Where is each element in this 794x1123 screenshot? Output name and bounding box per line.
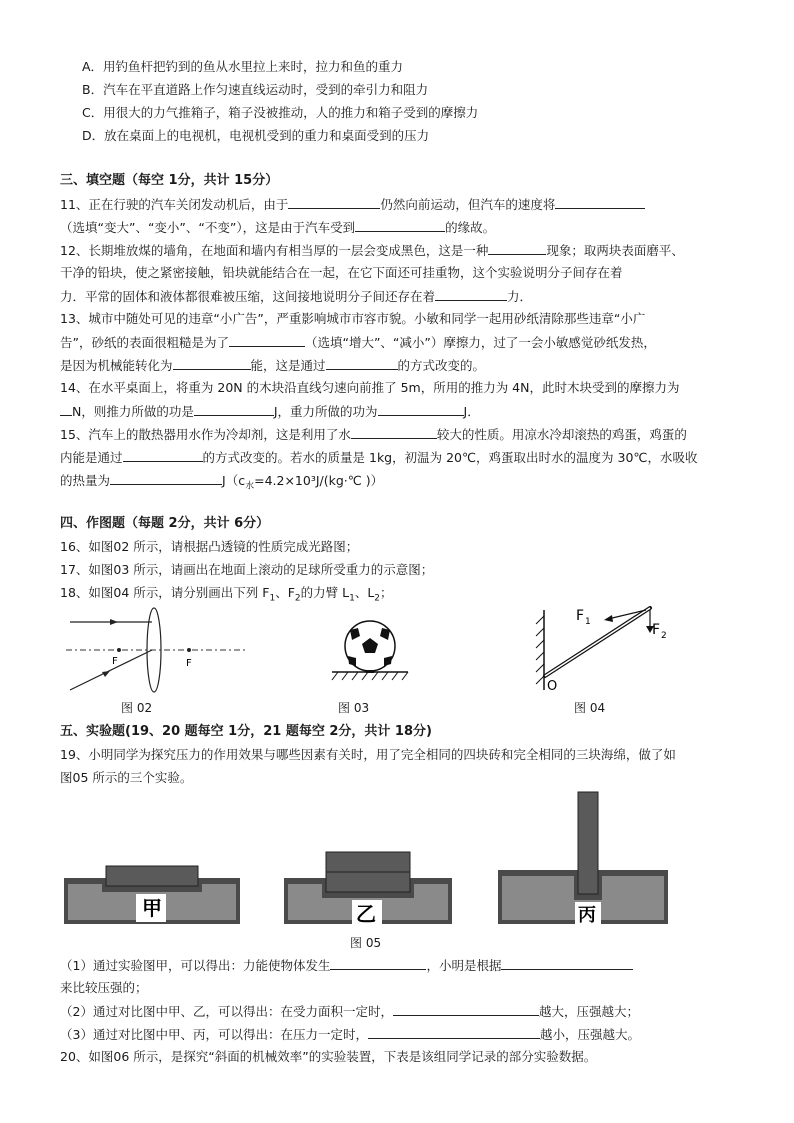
label-bing: 丙 <box>578 905 596 926</box>
q18-part-e: ； <box>380 585 393 600</box>
q15-text-6: J（c <box>222 473 246 488</box>
f1-label: F <box>576 608 585 624</box>
q19-blank-3[interactable] <box>393 1003 539 1016</box>
q17-text: 17、如图03 所示，请画出在地面上滚动的足球所受重力的示意图； <box>60 562 434 577</box>
focus-label-right: F <box>186 658 192 669</box>
q11-line1 <box>60 196 645 213</box>
q15-sub-water: 水 <box>245 481 255 492</box>
incident-ray-focus <box>70 650 152 690</box>
q19-p1-text-2: ，小明是根据 <box>426 958 502 973</box>
focus-label-left: F <box>112 656 118 667</box>
wall-hatching <box>536 616 544 684</box>
q18-sub-f1: 1 <box>269 593 276 604</box>
q11-text-3: （选填“变大”、“变小”、“不变”），这是由于汽车受到 <box>60 220 356 235</box>
q20-text: 20、如图06 所示，是探究“斜面的机械效率”的实验装置，下表是该组同学记录的部分实验数据。 <box>60 1049 597 1064</box>
section5-title: 五、实验题(19、20 题每空 1分，21 题每空 2分，共计 18分) <box>60 724 432 739</box>
q12-text-3: 力．平常的固体和液体都很难被压缩，这间接地说明分子间还存在着 <box>60 289 436 304</box>
q14-text-1: N，则推力所做的功是 <box>72 404 194 419</box>
q19-p2-text-1: （2）通过对比图中甲、乙，可以得出：在受力面积一定时， <box>60 1004 393 1019</box>
q15-text-5: 的热量为 <box>60 473 111 488</box>
q19-part3 <box>60 1026 640 1043</box>
option-c: C．用很大的力气推箱子，箱子没被推动，人的推力和箱子受到的摩擦力 <box>82 105 479 120</box>
q19-line2: 图05 所示的三个实验。 <box>60 770 193 785</box>
q18-part-b: 、F <box>275 585 295 600</box>
q11-blank-2[interactable] <box>555 196 645 209</box>
q14-text-2: J，重力所做的功为 <box>273 404 378 419</box>
q15-blank-3[interactable] <box>110 472 222 485</box>
q15-blank-1[interactable] <box>351 426 437 439</box>
experiment-jia <box>64 866 240 924</box>
q14-line1: 14、在水平桌面上，将重为 20N 的木块沿直线匀速向前推了 5m，所用的推力为 4N，此时木块受到的摩擦力为 <box>60 380 680 395</box>
q19-blank-2[interactable] <box>501 957 633 970</box>
q18-sub-f2: 2 <box>294 593 301 604</box>
q19-p3-text-1: （3）通过对比图中甲、丙，可以得出：在压力一定时， <box>60 1027 368 1042</box>
figure-05-caption: 图 05 <box>350 936 382 950</box>
q15-text-1: 15、汽车上的散热器用水作为冷却剂，这是利用了水 <box>60 427 351 442</box>
label-jia: 甲 <box>142 896 162 920</box>
q16-text: 16、如图02 所示，请根据凸透镜的性质完成光路图； <box>60 539 359 554</box>
q13-text-4: 能，这是通过 <box>250 358 326 373</box>
q14-text-3: J． <box>463 404 480 419</box>
q18-sub-l2: 2 <box>374 593 381 604</box>
brick-yi-top <box>326 852 410 872</box>
figure-03-caption: 图 03 <box>338 701 370 715</box>
f2-label: F <box>652 622 661 638</box>
q13-text-5: 的方式改变的。 <box>397 358 486 373</box>
q18-part-d: 、L <box>354 585 375 600</box>
q19-part1-line1 <box>60 957 633 974</box>
ground-hatching <box>332 672 408 680</box>
q13-text-3: 是因为机械能转化为 <box>60 358 173 373</box>
q12-line2: 干净的铅块，使之紧密接触，铅块就能结合在一起，在它下面还可挂重物，这个实验说明分子间存在着 <box>60 265 623 280</box>
q14-blank-1[interactable] <box>60 403 72 416</box>
experiment-yi <box>284 852 452 926</box>
figure-04-lever-diagram <box>528 600 678 694</box>
figure-03-football-diagram <box>330 618 410 686</box>
q18-part-a: 18、如图04 所示，请分别画出下列 F <box>60 585 270 600</box>
q13-blank-1[interactable] <box>229 334 305 347</box>
f2-subscript: 2 <box>661 631 667 641</box>
arrow-icon <box>604 615 613 622</box>
q19-p3-text-2: 越小，压强越大。 <box>539 1027 640 1042</box>
experiment-bing <box>498 792 668 926</box>
pivot-label: O <box>547 679 558 694</box>
lever-bar-inner <box>545 608 650 676</box>
q19-part2 <box>60 1003 639 1020</box>
figure-04-caption: 图 04 <box>574 701 606 715</box>
q12-text-2: 现象；取两块表面磨平、 <box>546 243 684 258</box>
brick-bing <box>578 792 598 894</box>
section4-title: 四、作图题（每题 2分，共计 6分） <box>60 516 270 531</box>
q11-text-2: 仍然向前运动，但汽车的速度将 <box>380 197 556 212</box>
q13-text-1: 告”，砂纸的表面很粗糙是为了 <box>60 335 229 350</box>
q19-blank-4[interactable] <box>368 1026 540 1039</box>
option-b: B．汽车在平直道路上作匀速直线运动时，受到的牵引力和阻力 <box>82 82 429 97</box>
brick-jia <box>106 866 198 886</box>
q13-text-2: （选填“增大”、“减小”）摩擦力，过了一会小敏感觉砂纸发热， <box>304 335 656 350</box>
q11-line2 <box>60 219 495 236</box>
q15-text-3: 内能是通过 <box>60 450 123 465</box>
q15-text-2: 较大的性质。用凉水冷却滚热的鸡蛋，鸡蛋的 <box>436 427 687 442</box>
q13-line1: 13、城市中随处可见的违章“小广告”，严重影响城市市容市貌。小敏和同学一起用砂纸清除那些违章“小广 <box>60 311 646 326</box>
label-yi: 乙 <box>356 902 376 926</box>
q15-text-4: 的方式改变的。若水的质量是 1kg，初温为 20℃，鸡蛋取出时水的温度为 30℃，水吸收 <box>202 450 698 465</box>
q15-line2 <box>60 449 697 466</box>
q13-blank-3[interactable] <box>326 357 398 370</box>
figure-02-caption: 图 02 <box>121 701 153 715</box>
q15-text-7: =4.2×10³J/(kg·℃ )） <box>254 473 384 488</box>
q19-p2-text-2: 越大，压强越大； <box>538 1004 639 1019</box>
q19-line1: 19、小明同学为探究压力的作用效果与哪些因素有关时，用了完全相同的四块砖和完全相同的三块海绵，做了如 <box>60 747 676 762</box>
q13-blank-2[interactable] <box>173 357 251 370</box>
q14-blank-2[interactable] <box>194 403 274 416</box>
option-a: A．用钓鱼杆把钓到的鱼从水里拉上来时，拉力和鱼的重力 <box>82 59 404 74</box>
q11-blank-3[interactable] <box>355 219 445 232</box>
q13-line2 <box>60 334 656 351</box>
q19-part1-line2: 来比较压强的； <box>60 980 148 995</box>
q14-line2 <box>60 403 480 420</box>
f1-subscript: 1 <box>585 617 591 627</box>
brick-yi-bottom <box>326 872 410 892</box>
focus-point-right <box>187 648 191 652</box>
q18-sub-l1: 1 <box>349 593 355 604</box>
q15-blank-2[interactable] <box>123 449 203 462</box>
arrow-icon <box>110 619 118 625</box>
q19-p1-text-1: （1）通过实验图甲，可以得出：力能使物体发生 <box>60 958 331 973</box>
q19-blank-1[interactable] <box>330 957 426 970</box>
q12-blank-2[interactable] <box>435 288 507 301</box>
q12-line1 <box>60 242 684 259</box>
q15-line3 <box>60 472 383 495</box>
q11-text-1: 11、正在行驶的汽车关闭发动机后，由于 <box>60 197 289 212</box>
q12-line3 <box>60 288 532 305</box>
q15-line1 <box>60 426 687 443</box>
q14-blank-3[interactable] <box>378 403 464 416</box>
section3-title: 三、填空题（每空 1分，共计 15分） <box>60 173 279 188</box>
q12-text-1: 12、长期堆放煤的墙角，在地面和墙内有相当厚的一层会变成黑色，这是一种 <box>60 243 489 258</box>
q12-blank-1[interactable] <box>488 242 546 255</box>
figure-02-lens-diagram <box>62 604 252 696</box>
option-d: D．放在桌面上的电视机，电视机受到的重力和桌面受到的压力 <box>82 128 430 143</box>
focus-point-left <box>117 648 121 652</box>
q18-part-c: 的力臂 L <box>300 585 350 600</box>
q13-line3 <box>60 357 485 374</box>
figure-05-sponge-experiments <box>62 790 672 930</box>
q11-blank-1[interactable] <box>288 196 380 209</box>
q11-text-4: 的缘故。 <box>445 220 496 235</box>
q12-text-4: 力． <box>507 289 533 304</box>
